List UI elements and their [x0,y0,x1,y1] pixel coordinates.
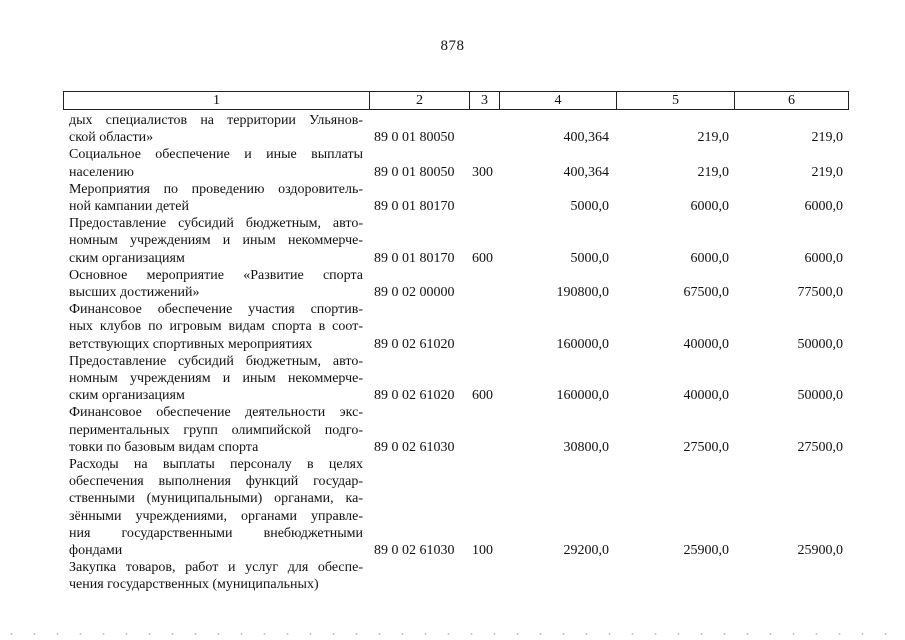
row-name-line: Основное мероприятие «Развитие спорта [69,267,363,283]
row-code: 89 0 01 80050 [374,130,455,146]
row-name-line: товки по базовым видам спорта [69,439,259,455]
row-name-line: номным учреждениям и иным некоммерче- [69,233,363,249]
row-v5: 6000,0 [690,198,729,214]
row-v5: 40000,0 [683,388,729,404]
row-v4: 190800,0 [556,284,609,300]
table-row [0,267,905,301]
row-v6: 77500,0 [797,284,843,300]
header-col-6: 6 [788,93,795,108]
row-name-line: Социальное обеспечение и иные выплаты [69,147,363,163]
row-name-line: Предоставление субсидий бюджетным, авто- [69,216,363,232]
row-code: 89 0 02 61020 [374,388,455,404]
row-v4: 160000,0 [556,388,609,404]
row-name-line: ской области» [69,130,154,146]
page-number: 878 [440,38,465,54]
row-name-line: ственными (муниципальными) органами, ка- [69,491,363,507]
row-name-line: Финансовое обеспечение участия спортив- [69,302,363,318]
table-header-row [63,91,849,110]
row-name-line: Финансовое обеспечение деятельности экс- [69,405,363,421]
row-name-line: ветствующих спортивных мероприятиях [69,336,313,352]
table-row [0,112,905,146]
table-row [0,146,905,180]
row-v6: 6000,0 [804,198,843,214]
row-name-line: населению [69,164,134,180]
row-vr: 600 [472,250,493,266]
row-name-line: Закупка товаров, работ и услуг для обеспе- [69,560,363,576]
row-v6: 219,0 [811,164,843,180]
row-code: 89 0 02 00000 [374,284,455,300]
row-v5: 219,0 [697,130,729,146]
row-name [69,267,363,301]
row-name-line: чения государственных (муниципальных) [69,577,319,593]
row-name-line: периментальных групп олимпийской подго- [69,422,363,438]
row-name-line: дых специалистов на территории Ульянов- [69,113,363,128]
row-name-line: ния государственными внебюджетными [69,525,363,541]
row-code: 89 0 02 61030 [374,543,455,558]
row-v6: 219,0 [811,130,843,146]
row-name [69,215,363,267]
row-name-line: номным учреждениям и иным некоммерче- [69,370,363,386]
table-row [0,404,905,456]
header-col-5: 5 [617,92,735,109]
row-name [69,456,363,559]
row-name [69,112,363,146]
row-name-line: Мероприятия по проведению оздоровитель- [69,181,363,197]
row-code: 89 0 01 80050 [374,164,455,180]
row-code: 89 0 01 80170 [374,198,455,214]
table-row [0,215,905,267]
row-v4: 400,364 [563,164,609,180]
row-code: 89 0 01 80170 [374,250,455,266]
table-row [0,456,905,559]
row-name-line: зёнными учреждениями, органами управле- [69,508,363,524]
row-v5: 27500,0 [683,439,729,455]
row-name-line: ной кампании детей [69,198,189,214]
row-code: 89 0 02 61030 [374,439,455,455]
row-vr: 300 [472,164,493,180]
row-v4: 5000,0 [570,198,609,214]
table-row [0,559,905,593]
table-row [0,353,905,405]
row-v5: 40000,0 [683,336,729,352]
table-row [0,301,905,353]
row-code: 89 0 02 61020 [374,336,455,352]
row-name [69,146,363,180]
row-v6: 50000,0 [797,336,843,352]
row-v4: 160000,0 [556,336,609,352]
row-name-line: Расходы на выплаты персоналу в целях [69,457,363,472]
row-v5: 25900,0 [683,543,729,558]
scan-artifact [0,632,905,636]
row-name-line: обеспечения выполнения функций государ- [69,474,363,490]
row-name [69,181,363,215]
row-v5: 67500,0 [683,284,729,300]
row-name-line: ским организациям [69,388,185,404]
row-name-line: ных клубов по игровым видам спорта в соот- [69,319,363,335]
row-v4: 30800,0 [563,439,609,455]
row-name-line: Предоставление субсидий бюджетным, авто- [69,353,363,369]
row-name [69,559,363,593]
row-v6: 27500,0 [797,439,843,455]
row-v6: 25900,0 [797,543,843,558]
row-name [69,301,363,353]
row-vr: 600 [472,388,493,404]
row-v5: 219,0 [697,164,729,180]
row-v4: 29200,0 [563,543,609,558]
row-v4: 400,364 [563,130,609,146]
row-v5: 6000,0 [690,250,729,266]
table-row [0,181,905,215]
header-col-2: 2 [370,92,470,109]
row-v6: 6000,0 [804,250,843,266]
row-name-line: ским организациям [69,250,185,266]
row-name [69,404,363,456]
row-v4: 5000,0 [570,250,609,266]
header-col-1: 1 [64,92,370,109]
row-name-line: фондами [69,542,123,558]
row-vr: 100 [472,543,493,558]
header-col-3: 3 [470,92,500,109]
row-name [69,353,363,405]
row-name-line: высших достижений» [69,284,200,300]
header-col-4: 4 [500,92,617,109]
row-v6: 50000,0 [797,388,843,404]
